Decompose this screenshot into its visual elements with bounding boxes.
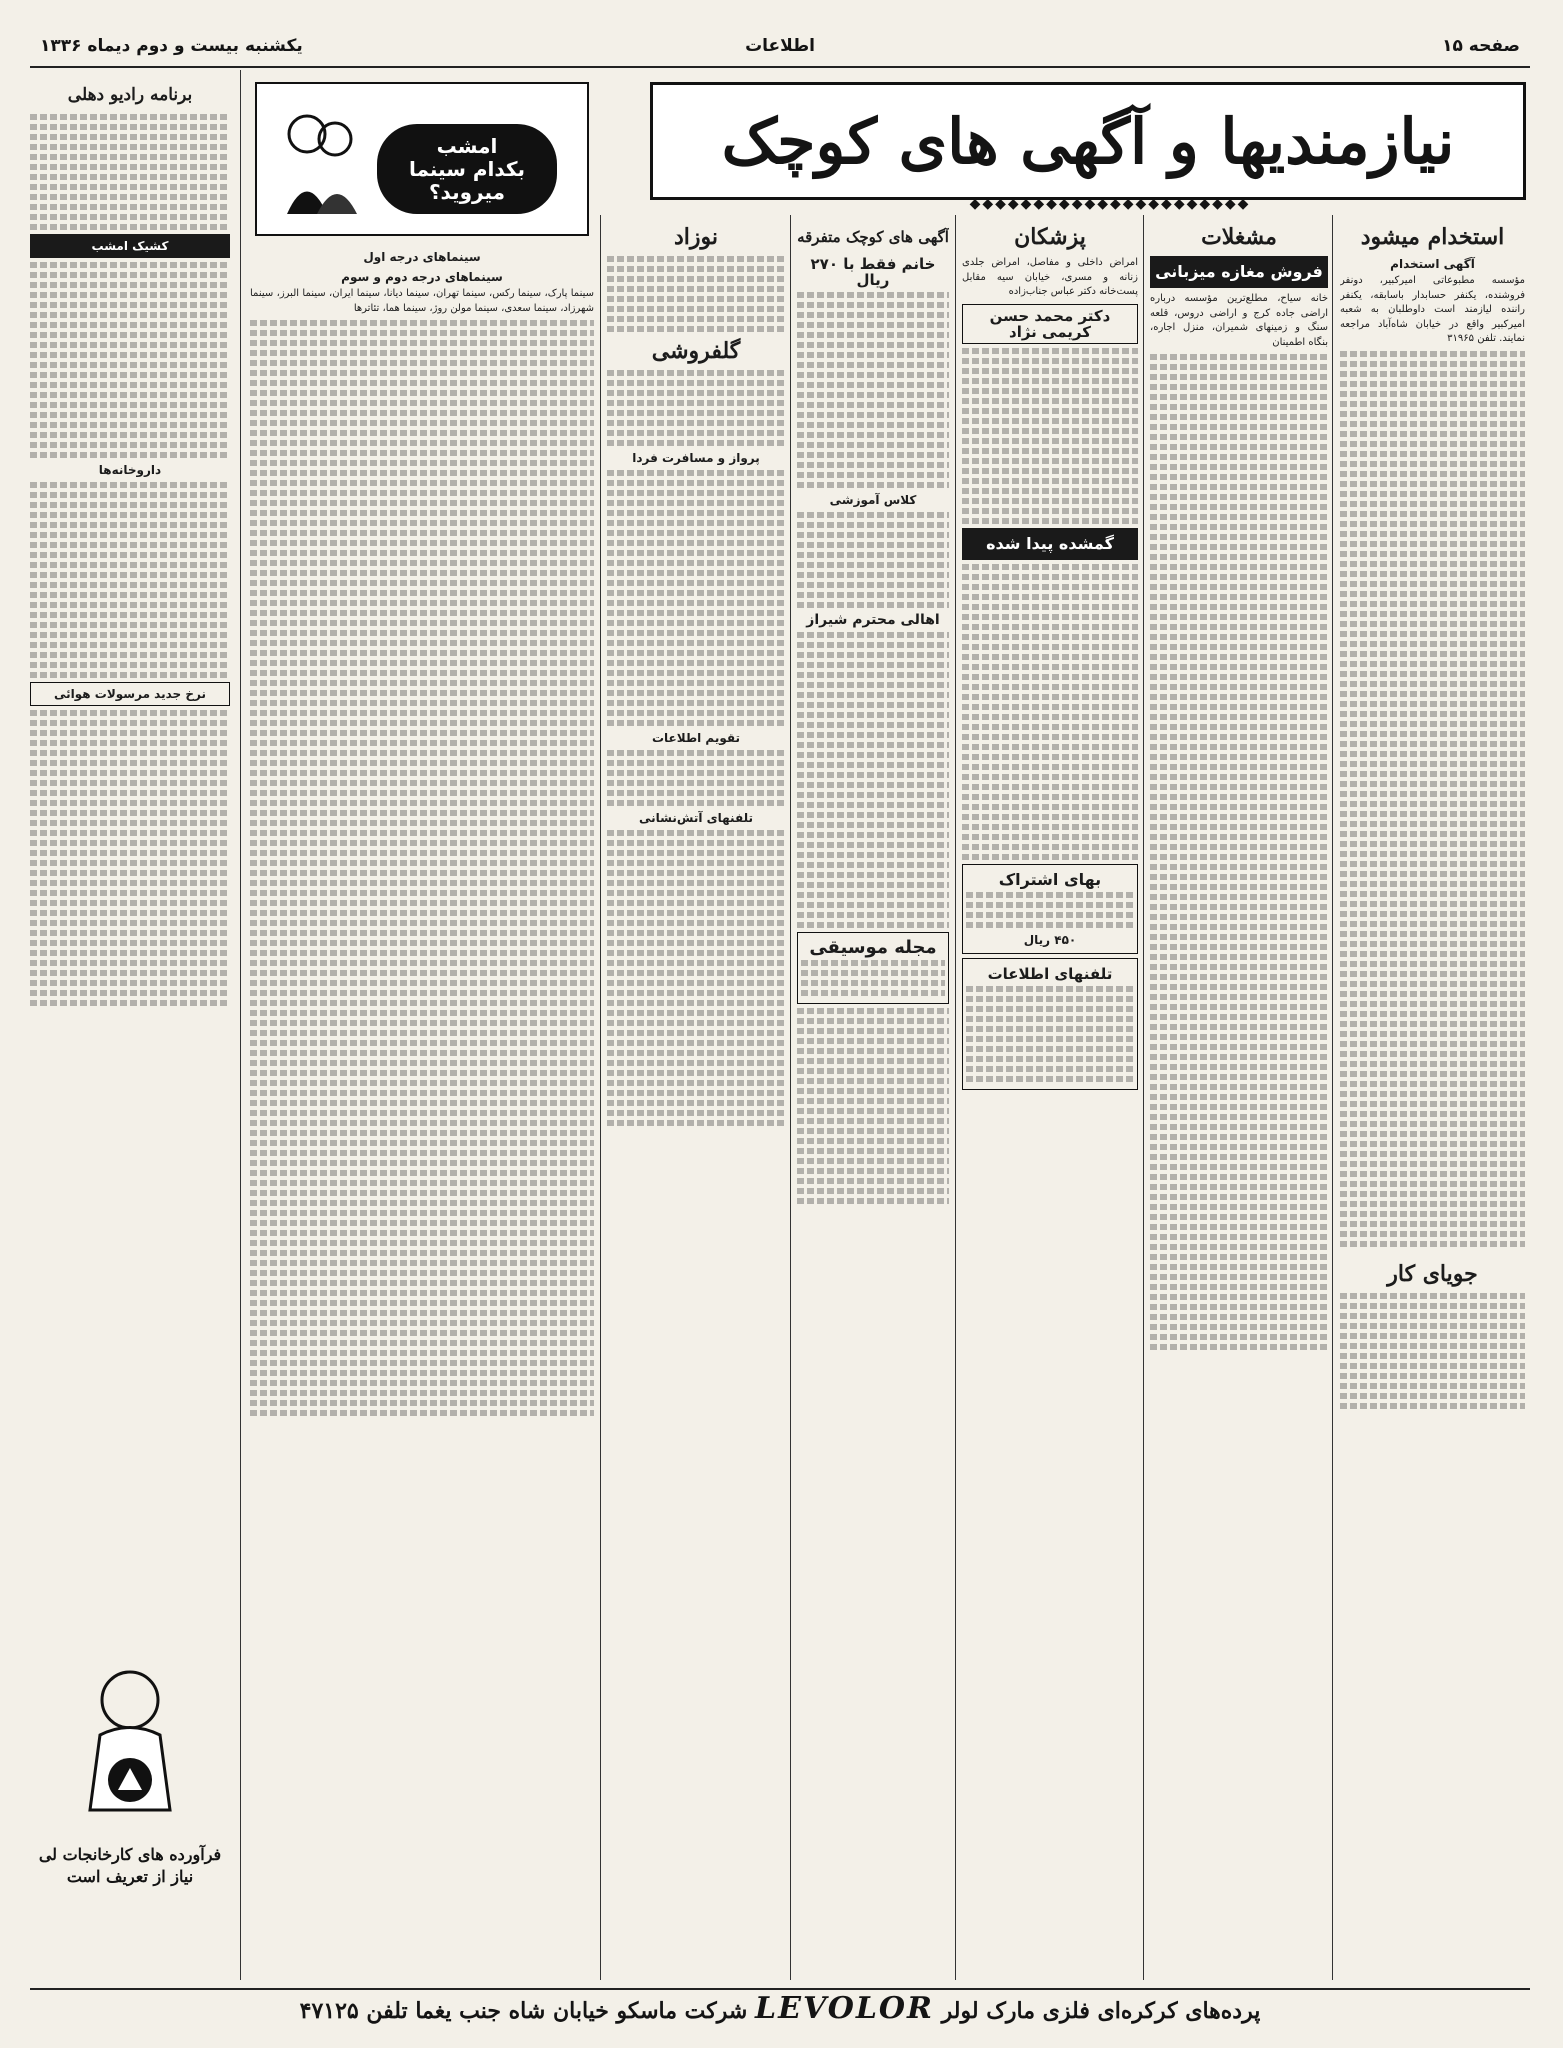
footer-advertisement bbox=[30, 1988, 1530, 2028]
cinemas-first-class: سینماهای درجه اول bbox=[363, 250, 481, 264]
music-magazine-box bbox=[797, 932, 949, 1004]
column-jobs bbox=[1150, 220, 1328, 1980]
small-ads-text-block bbox=[797, 292, 949, 488]
footer-text-left: شرکت ماسکو خیابان شاه جنب یغما تلفن ۴۷۱۲۵ bbox=[299, 1998, 748, 2024]
lost-found-title: گمشده پیدا شده bbox=[962, 528, 1138, 560]
hospitals-on-call: کشیک امشب bbox=[30, 234, 230, 258]
column-cinemas bbox=[250, 245, 594, 1980]
lost-found-text-block bbox=[962, 564, 1138, 860]
jobs-text-block bbox=[1150, 354, 1328, 1350]
small-ads-title: آگهی های کوچک متفرقه bbox=[797, 228, 949, 246]
radio-title: برنامه رادیو دهلی bbox=[67, 85, 193, 105]
shiraz-ad: اهالی محترم شیراز bbox=[806, 612, 940, 628]
decorative-divider: ◆◆◆◆◆◆◆◆◆◆◆◆◆◆◆◆◆◆◆◆◆◆ bbox=[969, 196, 1251, 212]
fire-phones-title: تلفنهای آتش‌نشانی bbox=[639, 811, 753, 825]
newspaper-name: اطلاعات bbox=[745, 36, 815, 56]
cinemas-text-block bbox=[250, 320, 594, 1416]
cinema-text-1: امشب bbox=[436, 133, 498, 158]
side-advertisement bbox=[30, 1640, 230, 1970]
column-small-ads bbox=[797, 220, 949, 1980]
issue-date: یکشنبه بیست و دوم دیماه ۱۳۳۶ bbox=[40, 36, 303, 56]
newborn-title: نوزاد bbox=[673, 224, 719, 250]
side-ad-text: فرآورده های کارخانجات لی نیاز از تعریف است bbox=[38, 1845, 222, 1886]
column-doctors bbox=[962, 220, 1138, 1980]
jobs-title: مشغلات bbox=[1201, 224, 1277, 250]
flights-title: پرواز و مسافرت فردا bbox=[632, 451, 760, 465]
job-seekers-title: جویای کار bbox=[1387, 1260, 1478, 1287]
cartoon-mascot-icon bbox=[30, 1640, 230, 1840]
column-employment bbox=[1340, 220, 1525, 1980]
column-rule bbox=[240, 70, 241, 1980]
page-number: صفحه ۱۵ bbox=[1442, 36, 1520, 56]
footer-text-right: پرده‌های کرکره‌ای فلزی مارک لولر bbox=[941, 1998, 1261, 2024]
cinema-promo-box bbox=[255, 82, 589, 236]
column-rule bbox=[600, 215, 601, 1980]
doctors-body: امراض داخلی و مفاصل، امراض جلدی زنانه و مسری، خیابان سیه مقابل پست‌خانه دکتر عباس جناب‌زاده bbox=[962, 257, 1138, 298]
cinema-text-3: میروید؟ bbox=[428, 179, 506, 204]
drugstores-title: داروخانه‌ها bbox=[98, 463, 162, 477]
footer-brand: LEVOLOR bbox=[754, 1991, 934, 2026]
doctors-text-block bbox=[962, 348, 1138, 524]
column-rule bbox=[1143, 215, 1144, 1980]
subscription-price: ۴۵۰ ریال bbox=[1023, 932, 1077, 947]
info-phones-box bbox=[962, 958, 1138, 1090]
banner-title: نیازمندیها و آگهی های کوچک bbox=[721, 104, 1455, 178]
column-rule bbox=[955, 215, 956, 1980]
subscription-box bbox=[962, 864, 1138, 954]
subscription-title: بهای اشتراک bbox=[998, 869, 1102, 889]
doctor-name: دکتر محمد حسن کریمی نژاد bbox=[962, 304, 1138, 344]
small-ads-sub: کلاس آموزشی bbox=[829, 493, 917, 507]
calendar-title: تقویم اطلاعات bbox=[651, 731, 741, 745]
flowers-title: گلفروشی bbox=[651, 338, 741, 364]
page-header bbox=[30, 28, 1530, 68]
column-rule bbox=[790, 215, 791, 1980]
store-sale-ad: فروش مغازه میزبانی bbox=[1150, 256, 1328, 288]
small-ads-price: خانم فقط با ۲۷۰ ریال bbox=[810, 255, 936, 289]
cinema-text-2: بکدام سینما bbox=[408, 156, 526, 181]
employment-title: استخدام میشود bbox=[1360, 224, 1505, 250]
employment-subtitle: آگهی استخدام bbox=[1390, 257, 1475, 271]
jobs-body: خانه سیاح، مطلع‌ترین مؤسسه درباره اراضی جاده کرج و اراضی دروس، قلعه سنگ و زمینهای شمیران، منزل اجاره، بنگاه اطمینان bbox=[1150, 293, 1328, 348]
info-phones-title: تلفنهای اطلاعات bbox=[987, 964, 1113, 983]
air-mail-rates-title: نرخ جدید مرسولات هوائی bbox=[30, 682, 230, 706]
employment-body: مؤسسه مطبوعاتی امیرکبیر، دونفر فروشنده، یکنفر حسابدار باسابقه، یکنفر راننده لیازمند است داوطلبان به شعبه امیرکبیر واقع در خیابان شاه‌آباد مراجعه نمایند. تلفن ۳۱۹۶۵ bbox=[1340, 275, 1525, 345]
column-radio bbox=[30, 78, 230, 1628]
column-misc bbox=[607, 220, 785, 1980]
couple-illustration-icon bbox=[277, 99, 362, 219]
employment-text-block bbox=[1340, 351, 1525, 1247]
column-rule bbox=[1332, 215, 1333, 1980]
cinema-promo-text bbox=[377, 124, 557, 214]
cinemas-second-class: سینماهای درجه دوم و سوم bbox=[341, 270, 503, 284]
music-magazine-title: مجله موسیقی bbox=[809, 937, 937, 958]
cinemas-body: سینما پارک، سینما رکس، سینما تهران، سینما دیانا، سینما ایران، سینما البرز، سینما شهرزاد، سینما سعدی، سینما مولن روژ، سینما هما، تئاترها bbox=[250, 288, 594, 314]
job-seekers-text-block bbox=[1340, 1293, 1525, 1409]
doctors-title: پزشکان bbox=[1014, 224, 1086, 250]
classifieds-banner bbox=[650, 82, 1526, 200]
